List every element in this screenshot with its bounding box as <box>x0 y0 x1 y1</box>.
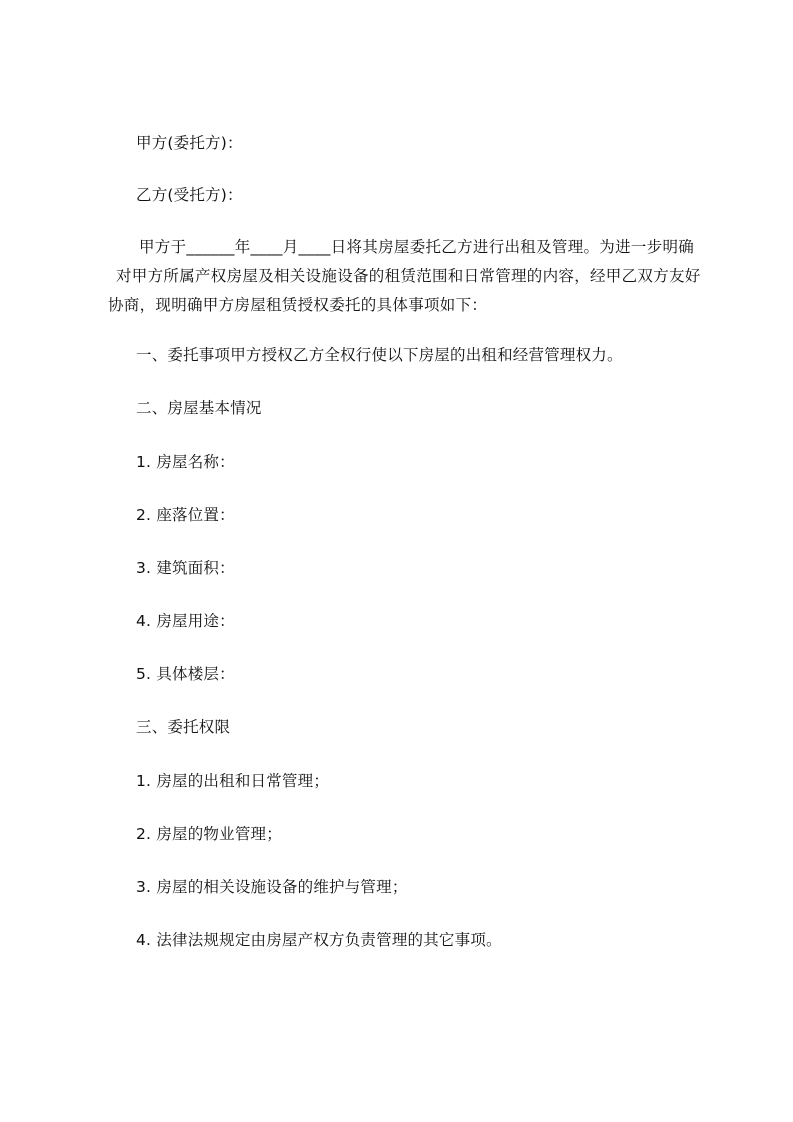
section-2-heading: 二、房屋基本情况 <box>136 399 262 417</box>
authority-item-4: 4. 法律法规规定由房屋产权方负责管理的其它事项。 <box>136 931 502 949</box>
house-item-location: 2. 座落位置： <box>136 506 235 524</box>
house-item-area: 3. 建筑面积： <box>136 559 235 577</box>
authority-item-3: 3. 房屋的相关设施设备的维护与管理； <box>136 878 408 896</box>
intro-paragraph <box>108 233 728 320</box>
intro-line-3: 协商，现明确甲方房屋租赁授权委托的具体事项如下： <box>108 296 488 314</box>
house-item-name: 1. 房屋名称： <box>136 453 235 471</box>
authority-item-1: 1. 房屋的出租和日常管理； <box>136 772 330 790</box>
party-a-label: 甲方(委托方)： <box>136 134 243 152</box>
house-item-floor: 5. 具体楼层： <box>136 665 235 683</box>
authority-item-2: 2. 房屋的物业管理； <box>136 825 282 843</box>
house-item-usage: 4. 房屋用途： <box>136 612 235 630</box>
section-1-heading: 一、委托事项甲方授权乙方全权行使以下房屋的出租和经营管理权力。 <box>136 346 623 364</box>
intro-line-1: 甲方于______年____月____日将其房屋委托乙方进行出租及管理。为进一步明确 <box>139 238 695 256</box>
intro-line-2: 对甲方所属产权房屋及相关设施设备的租赁范围和日常管理的内容，经甲乙双方友好 <box>116 267 701 285</box>
party-b-label: 乙方(受托方)： <box>136 186 243 204</box>
section-3-heading: 三、委托权限 <box>136 718 231 736</box>
